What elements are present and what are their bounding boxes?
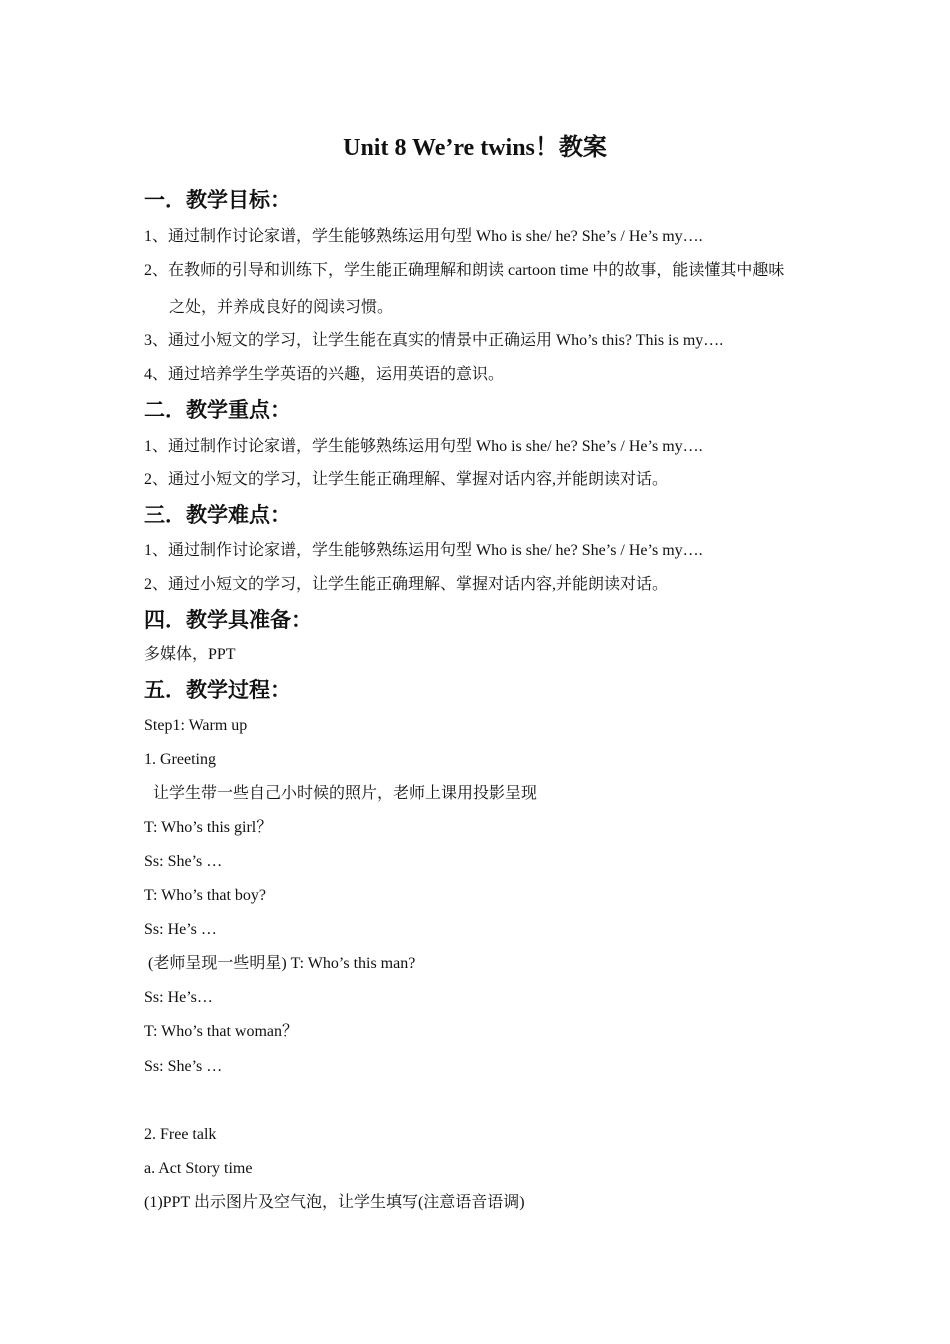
dialogue-line: T: Who’s that boy? xyxy=(144,887,266,904)
dialogue-line: Ss: She’s … xyxy=(144,853,223,870)
process-activity: a. Act Story time xyxy=(144,1160,253,1177)
goal-item: 4、通过培养学生学英语的兴趣，运用英语的意识。 xyxy=(144,366,505,383)
goal-item: 3、通过小短文的学习，让学生能在真实的情景中正确运用 Who’s this? This is my…. xyxy=(144,332,724,349)
preparation-item: 多媒体，PPT xyxy=(144,646,236,663)
goal-item: 2、在教师的引导和训练下，学生能正确理解和朗读 cartoon time 中的故事，能读懂其中趣味 xyxy=(144,262,785,279)
process-activity-detail: (1)PPT 出示图片及空气泡，让学生填写(注意语音语调) xyxy=(144,1194,525,1211)
section-heading-goals: 一．教学目标： xyxy=(144,188,291,212)
section-heading-difficulties: 三．教学难点： xyxy=(144,503,291,527)
process-step-title: Step1: Warm up xyxy=(144,717,248,734)
dialogue-line: Ss: He’s … xyxy=(144,921,217,938)
dialogue-line: (老师呈现一些明星) T: Who’s this man? xyxy=(148,955,416,972)
dialogue-line: T: Who’s that woman？ xyxy=(144,1023,299,1040)
goal-item: 1、通过制作讨论家谱，学生能够熟练运用句型 Who is she/ he? She’s / He’s my…. xyxy=(144,228,703,245)
document-title: Unit 8 We’re twins！教案 xyxy=(343,135,607,161)
dialogue-line: T: Who’s this girl？ xyxy=(144,819,273,836)
dialogue-line: Ss: He’s… xyxy=(144,989,213,1006)
key-point-item: 1、通过制作讨论家谱，学生能够熟练运用句型 Who is she/ he? She’s / He’s my…. xyxy=(144,438,703,455)
key-point-item: 2、通过小短文的学习，让学生能正确理解、掌握对话内容,并能朗读对话。 xyxy=(144,471,669,488)
process-instruction: 让学生带一些自己小时候的照片，老师上课用投影呈现 xyxy=(153,785,538,802)
difficulty-item: 2、通过小短文的学习，让学生能正确理解、掌握对话内容,并能朗读对话。 xyxy=(144,576,669,593)
goal-item-continuation: 之处，并养成良好的阅读习惯。 xyxy=(169,299,394,316)
section-heading-preparation: 四．教学具准备： xyxy=(144,608,312,632)
difficulty-item: 1、通过制作讨论家谱，学生能够熟练运用句型 Who is she/ he? She’s / He’s my…. xyxy=(144,542,703,559)
process-subheading: 1. Greeting xyxy=(144,751,216,768)
section-heading-key-points: 二．教学重点： xyxy=(144,398,291,422)
process-subheading: 2. Free talk xyxy=(144,1126,217,1143)
section-heading-process: 五．教学过程： xyxy=(144,678,291,702)
dialogue-line: Ss: She’s … xyxy=(144,1058,223,1075)
